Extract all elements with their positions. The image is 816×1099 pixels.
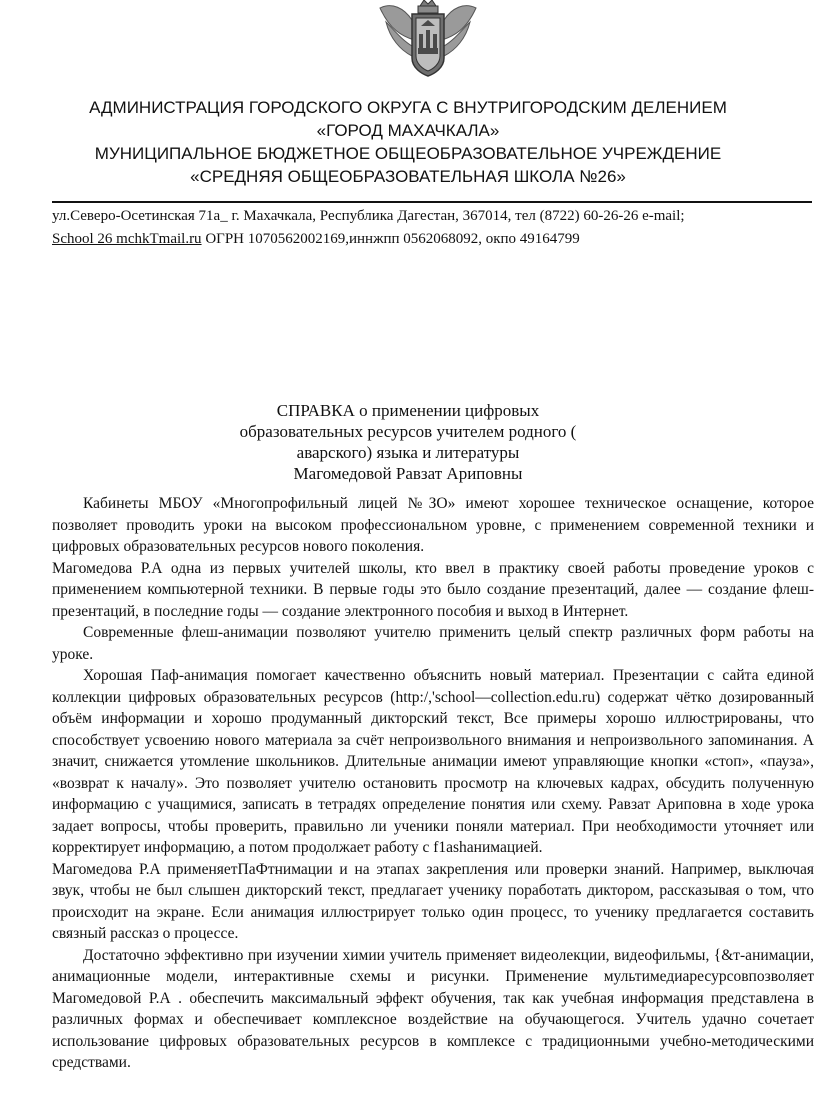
title-line-4: Магомедовой Равзат Ариповны xyxy=(293,464,523,483)
registration-line xyxy=(52,228,816,251)
paragraph-animation: Хорошая Паф-анимация помогает качественно объяснить новый материал. Презентации с сайта единой коллекции цифровых образовательных ресурсов (http:/,'school—collection.edu.ru) содержат чётко дозированный объём информации и хорошо продуманный дикторский текст, Все примеры хорошо иллюстрированы, что способствует усвоению нового материала за счёт непроизвольного внимания и непроизвольного запоминания. А значит, снижается утомление школьников. Длительные анимации имеют управляющие кнопки «стоп», «пауза», «возврат к началу». Это позволяет учителю остановить просмотр на ключевых кадрах, обсудить полученную информацию с учащимися, записать в тетрадях определение понятия или схему. Равзат Ариповна в ходе урока задает вопросы, чтобы проверить, правильно ли ученики поняли материал. При необходимости уточняет или корректирует информацию, а потом продолжает работу с f1ashанимацией. xyxy=(52,667,814,856)
document-body xyxy=(52,493,814,1074)
org-line-1: АДМИНИСТРАЦИЯ ГОРОДСКОГО ОКРУГА С ВНУТРИГОРОДСКИМ ДЕЛЕНИЕМ xyxy=(89,98,727,117)
document-title xyxy=(148,400,668,484)
paragraph-first-teacher: Магомедова Р.А одна из первых учителей школы, кто ввел в практику своей работы проведение уроков с применением компьютерной техники. В первые годы это было создание презентаций, далее — создание флеш-презентаций, в последние годы — создание электронного пособия и выход в Интернет. xyxy=(52,559,814,620)
paragraph-consolidation: Магомедова Р.А применяетПаФтнимации и на этапах закрепления или проверки знаний. Например, выключая звук, чтобы не был слышен дикторский текст, предлагает ученику поработать диктором, рассказывая о том, что происходит на экране. Если анимация иллюстрирует только один процесс, то ученику предлагается составить связный рассказ о процессе. xyxy=(52,860,814,942)
address-line: ул.Северо-Осетинская 71а_ г. Махачкала, Республика Дагестан, 367014, тел (8722) 60-26-26 e-mail; xyxy=(52,208,685,224)
title-line-3: аварского) языка и литературы xyxy=(296,443,520,462)
title-line-1: СПРАВКА о применении цифровых xyxy=(276,401,540,420)
paragraph-multimedia: Достаточно эффективно при изучении химии учитель применяет видеолекции, видеофильмы, {&т-анимации, анимационные модели, интерактивные схемы и рисунки. Применение мультимедиаресурсовпозволяет Магомедовой Р.А . обеспечить максимальный эффект обучения, так как учебная информация представлена в различных формах и обеспечивает комплексное воздействие на обучающегося. Учитель удачно сочетает использование цифровых образовательных ресурсов в комплексе с традиционными учебно-методическими средствами. xyxy=(52,946,814,1071)
title-line-2: образовательных ресурсов учителем родного ( xyxy=(239,422,577,441)
paragraph-equipment: Кабинеты МБОУ «Многопрофильный лицей №ЗО» имеют хорошее техническое оснащение, которое позволяет проводить уроки на высоком профессиональном уровне, с применением современной техники и цифровых образовательных ресурсов нового поколения. xyxy=(52,495,814,555)
address-block xyxy=(52,205,816,251)
paragraph-flash-forms: Современные флеш-анимации позволяют учителю применить целый спектр различных форм работы на уроке. xyxy=(52,624,814,663)
registration-numbers: ОГРН 1070562002169,иннжпп 0562068092, окпо 49164799 xyxy=(201,231,580,247)
org-line-3: МУНИЦИПАЛЬНОЕ БЮДЖЕТНОЕ ОБЩЕОБРАЗОВАТЕЛЬНОЕ УЧРЕЖДЕНИЕ xyxy=(94,144,722,163)
org-line-4: «СРЕДНЯЯ ОБЩЕОБРАЗОВАТЕЛЬНАЯ ШКОЛА №26» xyxy=(190,167,626,186)
org-line-2: «ГОРОД МАХАЧКАЛА» xyxy=(316,121,500,140)
header-divider xyxy=(52,201,812,203)
email-link[interactable]: School 26 mchkTmail.ru xyxy=(52,231,202,247)
organization-header xyxy=(40,96,776,188)
coat-of-arms-icon xyxy=(372,0,484,78)
